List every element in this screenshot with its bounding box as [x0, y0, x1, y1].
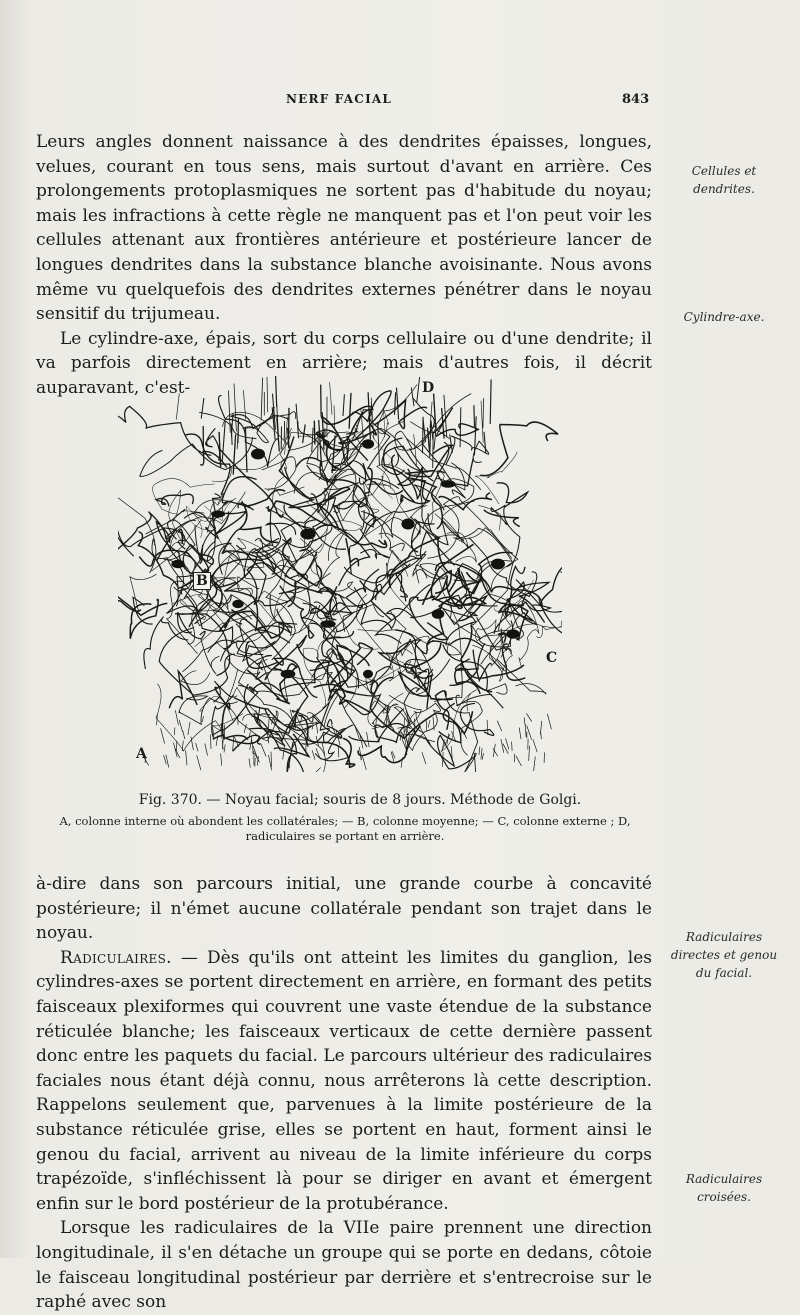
radicular-stroke [343, 394, 344, 416]
radicular-stroke [433, 431, 434, 468]
fiber-stroke [456, 695, 492, 706]
fiber-stroke [357, 594, 418, 678]
paragraph-axon: Le cylindre-axe, épais, sort du corps cellulaire ou d'une dendrite; il va parfois directement en arrière; mais d'autres fois, il décrit auparavant, c'est- [36, 327, 652, 401]
radicular-stroke [296, 404, 298, 438]
hatch-stroke [482, 753, 483, 760]
hatch-stroke [529, 746, 530, 761]
radicular-stroke [238, 418, 239, 443]
text-block-bottom [36, 872, 652, 1315]
hatch-stroke [443, 752, 444, 767]
fiber-stroke [219, 396, 279, 467]
hatch-stroke [272, 718, 273, 724]
caption-legend: A, colonne interne où abondent les collatérales; — B, colonne moyenne; — C, colonne externe ; D, radiculaires se portant en arrière. [30, 814, 660, 844]
hatch-stroke [527, 726, 532, 740]
fiber-stroke [167, 581, 198, 654]
radicular-stroke [314, 421, 315, 445]
fiber-stroke [435, 691, 449, 730]
radicular-stroke [484, 432, 486, 453]
fiber-stroke [439, 703, 461, 743]
radicular-stroke [334, 406, 335, 430]
fiber-stroke [426, 735, 476, 768]
paragraph-cells: Leurs angles donnent naissance à des dendrites épaisses, longues, velues, courant en tous sens, mais surtout d'avant en arrière. Ces prolongements protoplasmiques ne sortent pas d'habitude du noyau; mais les infractions à cette règle ne manquent pas et l'on peut voir les cellules attenant aux frontières antérieure et postérieure lancer de longues dendrites dans la substance blanche avoisinante. Nous avons même vu quelquefois des dendrites externes pénétrer dans le noyau sensitif du trijumeau. [36, 130, 652, 327]
fiber-stroke [453, 528, 512, 563]
radicular-stroke [490, 380, 491, 424]
radicular-stroke [229, 391, 231, 433]
radicular-stroke [395, 392, 396, 415]
fiber-stroke [413, 398, 466, 499]
hatch-stroke [526, 713, 531, 721]
radicular-stroke [222, 422, 225, 462]
radicular-stroke [318, 434, 319, 460]
margin-note-direct: Radiculaires directes et genou du facial. [668, 928, 780, 982]
neuron-cell-body [506, 629, 519, 639]
hatch-stroke [283, 745, 285, 759]
figure-label-b: B [193, 572, 211, 590]
neuron-cell-body [363, 670, 373, 678]
fiber-stroke [497, 659, 546, 694]
radicular-stroke [483, 398, 484, 428]
radicular-stroke [276, 376, 277, 407]
fiber-stroke [240, 490, 285, 543]
hatch-stroke [183, 731, 185, 739]
radicular-stroke [349, 393, 351, 429]
paragraph-crossed: Lorsque les radiculaires de la VIIe paire prennent une direction longitudinale, il s'en détache un groupe qui se porte en dedans, côtoie le faisceau longitudinal postérieur par derrière et s'entrecroise sur le raphé avec son [36, 1216, 652, 1314]
figure-label-a: A [136, 746, 147, 762]
hatch-stroke [175, 710, 178, 725]
fiber-stroke [428, 638, 482, 646]
radicular-stroke [267, 377, 268, 412]
hatch-stroke [540, 721, 541, 735]
fiber-stroke [358, 630, 430, 656]
fiber-stroke [411, 519, 434, 552]
hatch-stroke [188, 722, 190, 735]
page-number: 843 [622, 92, 649, 107]
radicular-stroke [312, 428, 313, 453]
hatch-stroke [197, 755, 201, 770]
neuron-cell-body [171, 560, 184, 568]
hatch-stroke [428, 720, 430, 727]
fiber-stroke [258, 731, 297, 772]
hatch-stroke [161, 728, 165, 743]
margin-note-axon: Cylindre-axe. [668, 308, 780, 326]
radicular-stroke [261, 378, 263, 421]
hatch-stroke [426, 719, 427, 731]
hatch-stroke [186, 750, 187, 765]
fiber-stroke [479, 505, 501, 530]
fiber-stroke [375, 723, 411, 742]
radicular-stroke [423, 417, 424, 454]
hatch-stroke [249, 759, 250, 768]
hatch-stroke [493, 744, 495, 757]
fiber-stroke [140, 437, 253, 476]
radicular-stroke [434, 425, 437, 449]
hatch-stroke [179, 720, 182, 732]
hatch-stroke [271, 752, 272, 768]
radicular-stroke [474, 405, 475, 427]
neuron-cell-body [491, 559, 505, 570]
radicular-stroke [417, 377, 420, 402]
hatch-stroke [224, 745, 225, 753]
radicular-stroke [219, 432, 221, 467]
fiber-stroke [371, 680, 377, 694]
hatch-stroke [519, 728, 521, 740]
radicular-stroke [201, 398, 204, 419]
hatch-stroke [360, 753, 361, 760]
neuron-cell-body [362, 439, 374, 448]
hatch-stroke [506, 738, 509, 749]
hatch-stroke [261, 744, 266, 757]
fiber-stroke [156, 494, 193, 506]
hatch-stroke [501, 739, 504, 753]
fiber-stroke [512, 562, 562, 606]
hatch-stroke [164, 755, 167, 764]
radicular-stroke [397, 388, 399, 420]
fiber-stroke [201, 639, 219, 674]
neuron-cell-body [232, 600, 243, 608]
paragraph-radiculaires-text: — Dès qu'ils ont atteint les limites du ganglion, les cylindres-axes se portent directement en arrière, en formant des petits faisceaux plexiformes qui couvrent une vaste étendue de la substance réticulée blanche; les faisceaux verticaux de cette dernière passent donc entre les paquets du facial. Le parcours ultérieur des radiculaires faciales nous étant déjà connu, nous arrêterons là cette description. Rappelons seulement que, parvenues à la limite postérieure de la substance réticulée grise, elles se portent en haut, forment ainsi le genou du facial, arrivent au niveau de la limite inférieure du corps trapézoïde, s'infléchissent là pour se diriger en avant et émergent enfin sur le bord postérieur de la protubérance. [36, 948, 652, 1214]
figure-label-c: C [546, 650, 557, 666]
fiber-stroke [118, 590, 167, 616]
radicular-stroke [285, 417, 288, 455]
fiber-stroke [387, 531, 454, 577]
hatch-stroke [166, 755, 169, 768]
margin-note-cells: Cellules et dendrites. [668, 162, 780, 198]
hatch-stroke [524, 717, 525, 725]
hatch-stroke [362, 756, 366, 770]
caption-title: Fig. 370. — Noyau facial; souris de 8 jours. Méthode de Golgi. [60, 792, 660, 808]
hatch-stroke [533, 739, 537, 752]
section-heading-radiculaires: Radiculaires. [60, 948, 172, 968]
hatch-stroke [402, 740, 407, 752]
radicular-stroke [234, 384, 236, 432]
neuron-cell-body [440, 480, 455, 487]
hatch-stroke [338, 746, 339, 757]
golgi-stain-drawing [118, 374, 562, 772]
paragraph-continuation: à-dire dans son parcours initial, une grande courbe à concavité postérieure; il n'émet aucune collatérale pendant son trajet dans le noyau. [36, 872, 652, 946]
neuron-cell-body [251, 449, 265, 460]
figure-caption [30, 792, 660, 844]
neuron-fibers [118, 376, 562, 772]
fiber-stroke [118, 600, 141, 659]
radicular-stroke [330, 382, 332, 414]
hatch-stroke [250, 739, 252, 750]
hatch-stroke [516, 756, 522, 766]
hatch-stroke [497, 721, 502, 731]
neuron-cell-body [432, 609, 445, 619]
hatch-stroke [386, 712, 387, 727]
fiber-stroke [480, 422, 558, 476]
radicular-stroke [460, 407, 461, 447]
radicular-stroke [414, 434, 417, 465]
hatch-stroke [233, 737, 234, 751]
hatch-stroke [202, 716, 203, 722]
fiber-stroke [257, 527, 332, 557]
radicular-stroke [176, 393, 179, 419]
margin-note-crossed: Radiculaires croisées. [668, 1170, 780, 1206]
neuron-cell-body [300, 529, 315, 540]
radicular-stroke [245, 427, 247, 472]
neuron-cell-body [281, 670, 296, 678]
radicular-stroke [450, 434, 453, 452]
running-title: NERF FACIAL [286, 92, 392, 106]
paragraph-radiculaires [36, 946, 652, 1217]
fiber-stroke [497, 483, 528, 508]
figure-label-d: D [422, 380, 434, 396]
hatch-stroke [547, 714, 551, 729]
fiber-stroke [118, 406, 211, 455]
hatch-stroke [479, 747, 480, 756]
hatch-stroke [196, 743, 198, 751]
page-header [0, 92, 800, 116]
hatch-stroke [534, 756, 536, 771]
neuron-cell-body [211, 511, 225, 518]
hatch-stroke [312, 750, 315, 759]
hatch-stroke [316, 748, 321, 759]
fiber-stroke [179, 529, 183, 543]
neuron-cell-body [401, 519, 414, 530]
fiber-stroke [314, 602, 331, 619]
hatch-stroke [221, 753, 222, 765]
fiber-stroke [153, 479, 215, 515]
fiber-stroke [337, 501, 375, 574]
hatch-stroke [205, 744, 208, 756]
hatch-stroke [174, 728, 175, 736]
hatch-stroke [422, 752, 426, 764]
hatch-stroke [481, 748, 482, 759]
fiber-stroke [315, 729, 348, 761]
figure-370 [118, 374, 562, 772]
hatch-stroke [526, 725, 527, 737]
fiber-stroke [475, 452, 517, 504]
hatch-stroke [211, 735, 212, 749]
fiber-stroke [343, 604, 384, 631]
hatch-stroke [367, 732, 370, 747]
neuron-cell-body [320, 620, 335, 627]
hatch-stroke [391, 752, 394, 762]
text-block-top [36, 130, 652, 401]
